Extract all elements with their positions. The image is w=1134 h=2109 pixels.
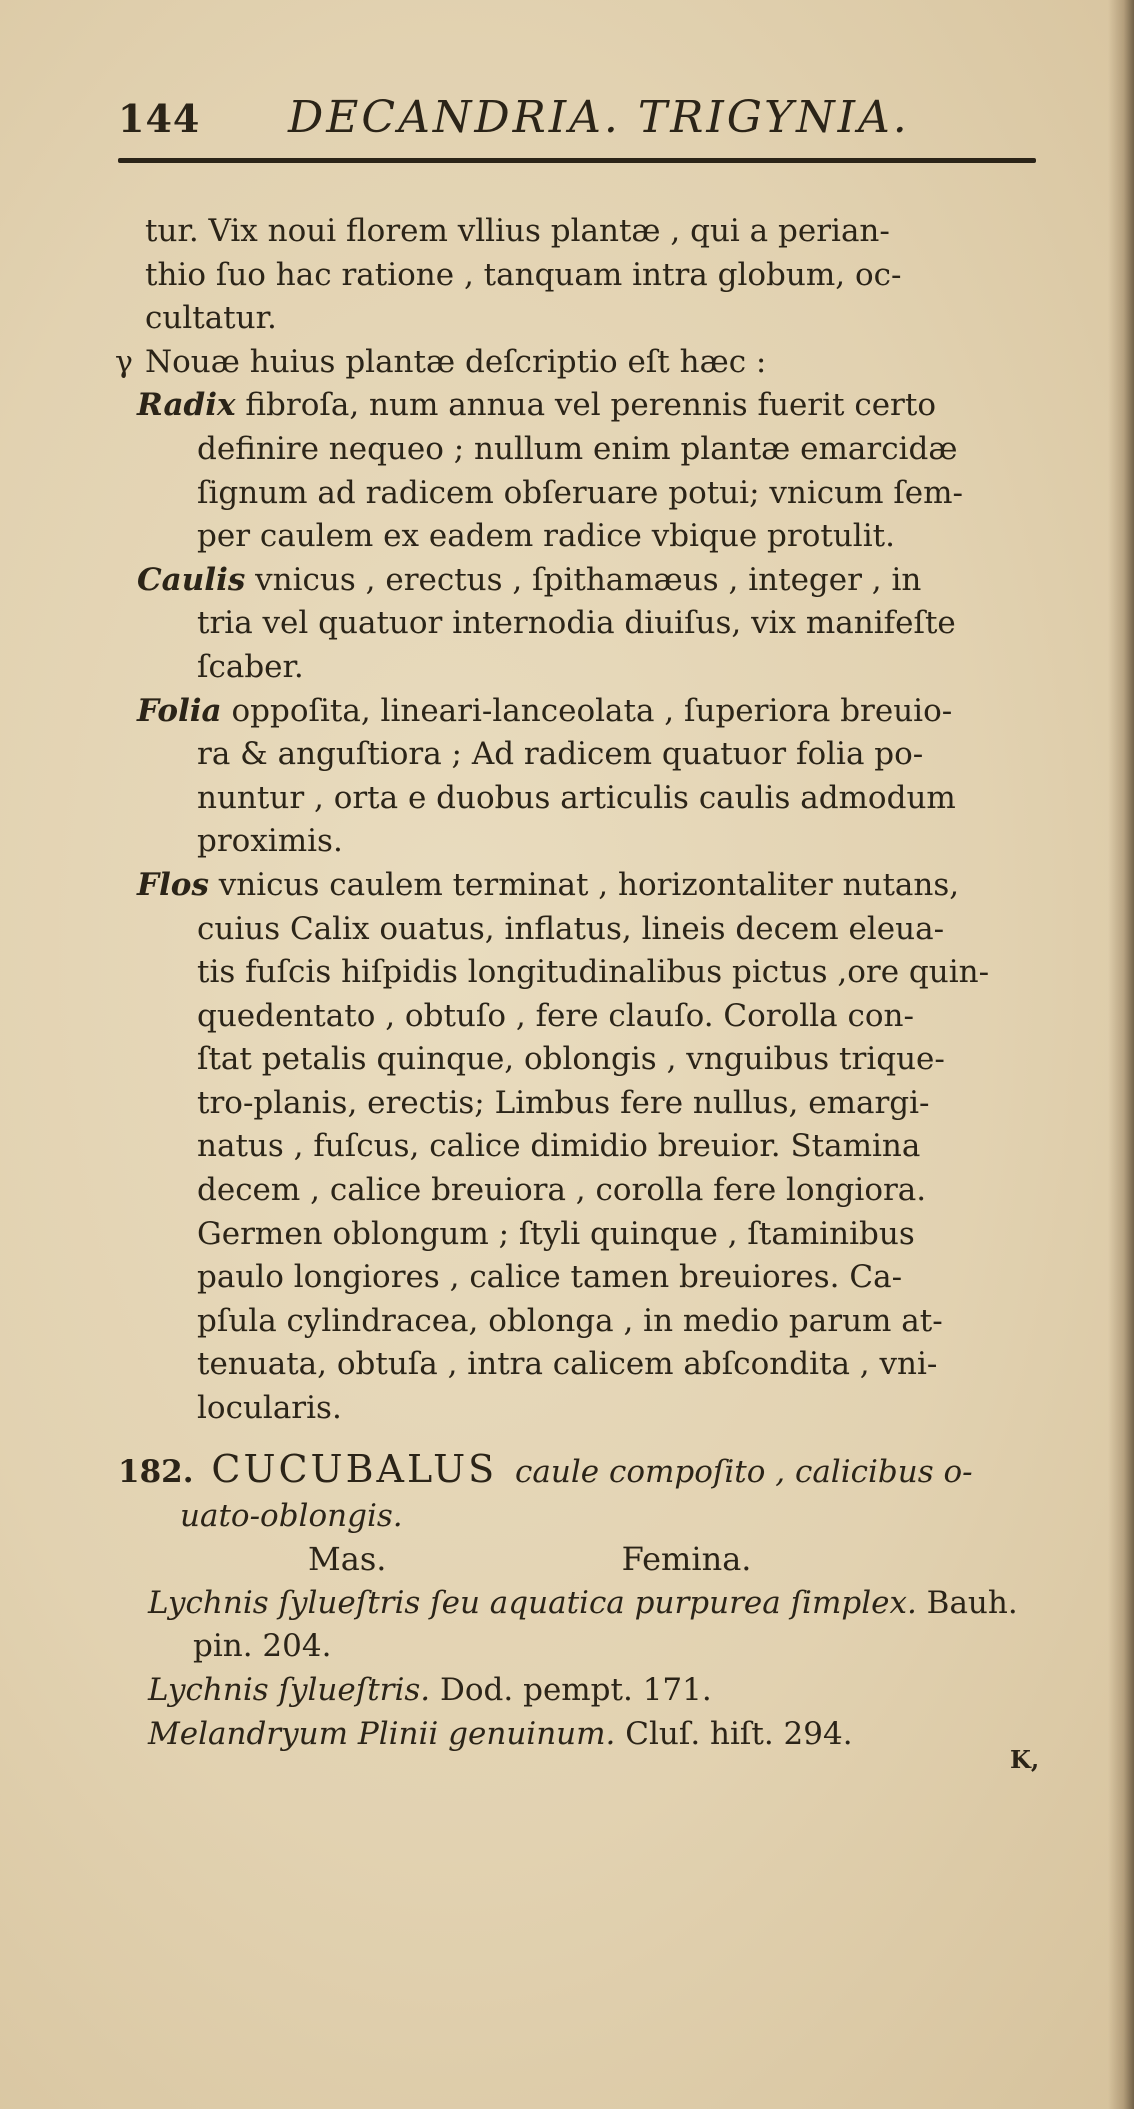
- synonym-ref: Bauh.: [916, 1584, 1018, 1621]
- text-line: quedentato , obtuſo , fere clauſo. Corolla con-: [197, 997, 914, 1034]
- entry-diagnosis: caule compoſito , calicibus o-: [515, 1454, 973, 1490]
- sex-labels: [118, 1538, 1038, 1582]
- text-line: tenuata, obtuſa , intra calicem abſcondita , vni-: [197, 1346, 938, 1383]
- synonym-line: [118, 1582, 1038, 1626]
- section-label: Caulis: [137, 561, 246, 598]
- text-line: tria vel quatuor internodia diuiſus, vix manifeſte: [197, 605, 956, 642]
- line-text: oppoſita, lineari-lanceolata , ſuperiora breuio-: [221, 692, 953, 729]
- synonym-name: Lychnis ſylueſtris.: [148, 1671, 431, 1708]
- text-line: tis fuſcis hiſpidis longitudinalibus pictus ,ore quin-: [197, 954, 990, 991]
- entry-number: 182.: [118, 1454, 194, 1490]
- text-line: paulo longiores , calice tamen breuiores. Ca-: [197, 1259, 903, 1296]
- running-title: DECANDRIA. TRIGYNIA.: [288, 92, 910, 143]
- text-line: ſcaber.: [197, 648, 304, 685]
- text-line: tro-planis, erectis; Limbus fere nullus, emargi-: [197, 1084, 930, 1121]
- text-line: [137, 864, 1025, 908]
- synonym-line: [118, 1669, 1038, 1713]
- text-line: locularis.: [197, 1390, 342, 1427]
- synonym-ref: Cluſ. hiſt. 294.: [615, 1715, 853, 1752]
- synonym-ref: Dod. pempt. 171.: [430, 1671, 712, 1708]
- section-label: Radix: [137, 387, 236, 424]
- text-line: [115, 341, 1025, 385]
- text-line: Germen oblongum ; ſtyli quinque , ſtaminibus: [197, 1215, 915, 1252]
- synonym-line: [118, 1625, 1038, 1669]
- entry-heading: [118, 1448, 1038, 1495]
- text-line: ra & anguſtiora ; Ad radicem quatuor folia po-: [197, 736, 924, 773]
- text-line: ſignum ad radicem obſeruare potui; vnicum ſem-: [197, 474, 964, 511]
- text-line: thio ſuo hac ratione , tanquam intra globum, oc-: [145, 256, 902, 293]
- text-line: cultatur.: [145, 300, 277, 337]
- section-label: Folia: [137, 692, 222, 729]
- signature-mark: K,: [1010, 1745, 1040, 1774]
- header-rule: [118, 158, 1036, 163]
- text-line: definire nequeo ; nullum enim plantæ emarcidæ: [197, 430, 958, 467]
- text-line: tur. Vix noui florem vllius plantæ , qui a perian-: [145, 213, 890, 249]
- text-line: nuntur , orta e duobus articulis caulis admodum: [197, 779, 956, 816]
- synonym-line: [118, 1713, 1038, 1757]
- page-header: [118, 92, 1018, 152]
- synonym-ref: pin. 204.: [193, 1628, 332, 1665]
- entry-diagnosis-continued: uato-oblongis.: [180, 1497, 403, 1534]
- line-text: vnicus caulem terminat , horizontaliter nutans,: [208, 866, 960, 903]
- text-line: per caulem ex eadem radice vbique protulit.: [197, 518, 895, 555]
- description-text: [115, 210, 1025, 1431]
- synonym-name: Melandryum Plinii genuinum.: [148, 1715, 616, 1752]
- species-entry: [118, 1448, 1038, 1756]
- text-line: pſula cylindracea, oblonga , in medio parum at-: [197, 1302, 943, 1339]
- synonym-name: Lychnis ſylueſtris ſeu aquatica purpurea ſimplex.: [148, 1584, 917, 1621]
- text-line: natus , fuſcus, calice dimidio breuior. Stamina: [197, 1128, 921, 1165]
- mas-label: Mas.: [308, 1540, 387, 1579]
- page-gutter-shadow: [1108, 0, 1134, 2109]
- text-line: proximis.: [197, 823, 343, 860]
- line-text: vnicus , erectus , ſpithamæus , integer , in: [245, 561, 922, 598]
- line-text: Nouæ huius plantæ deſcriptio eſt hæc :: [145, 343, 767, 380]
- text-line: cuius Calix ouatus, inflatus, lineis decem eleua-: [197, 910, 945, 947]
- text-line: ſtat petalis quinque, oblongis , vnguibus trique-: [197, 1041, 945, 1078]
- section-label: Flos: [137, 866, 209, 903]
- page-number: 144: [118, 96, 201, 141]
- text-line: [137, 559, 1025, 603]
- text-line: [137, 690, 1025, 734]
- femina-label: Femina.: [621, 1540, 752, 1579]
- text-line: decem , calice breuiora , corolla fere longiora.: [197, 1172, 927, 1209]
- text-line: [137, 384, 1025, 428]
- genus-name: CUCUBALUS: [211, 1447, 498, 1491]
- line-text: fibroſa, num annua vel perennis fuerit certo: [235, 387, 936, 424]
- paragraph-mark: γ: [115, 344, 133, 380]
